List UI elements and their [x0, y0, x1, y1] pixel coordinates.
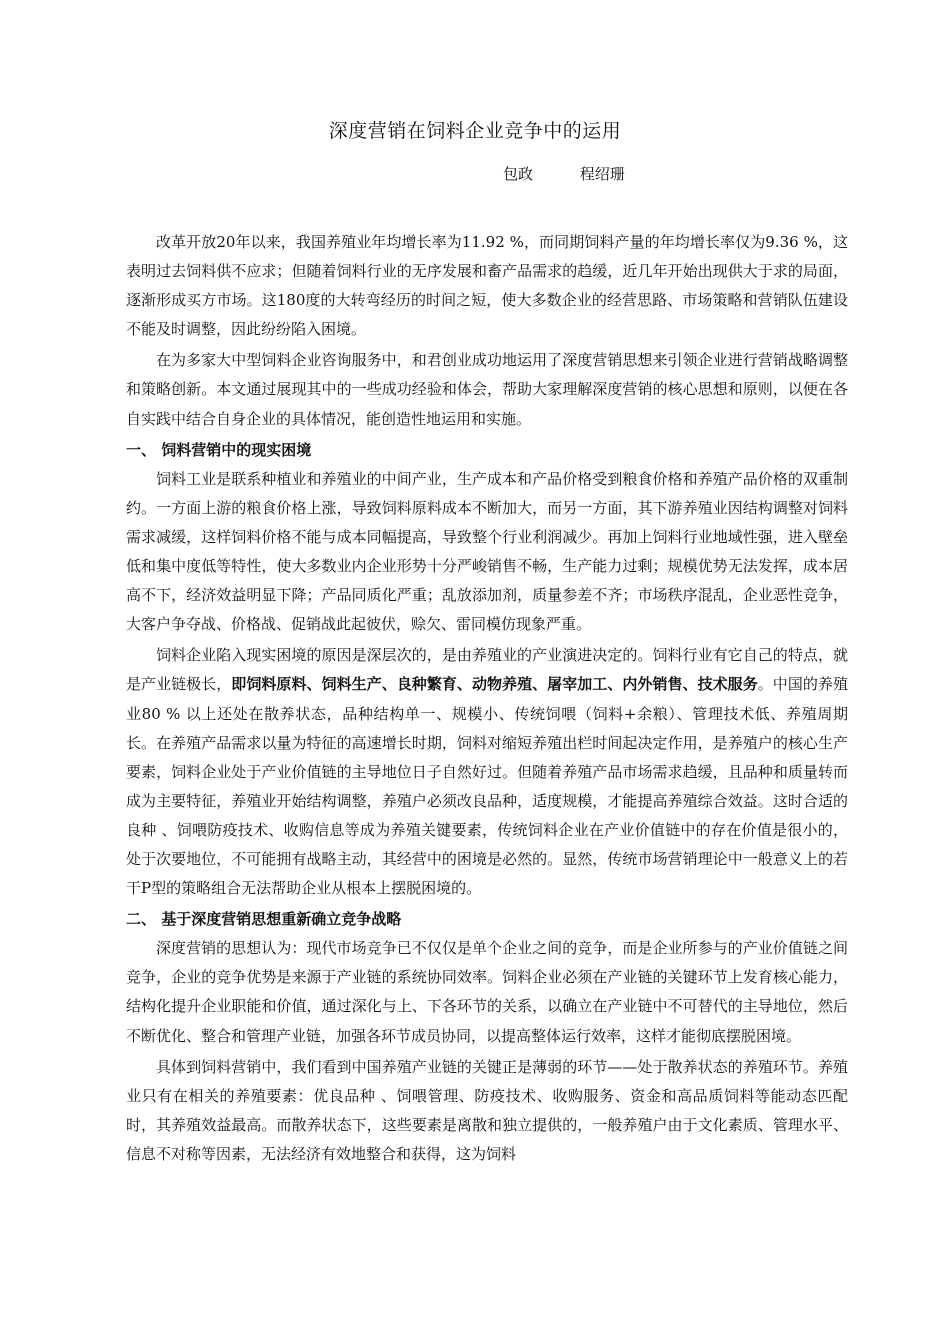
- body-paragraph: 饲料工业是联系种植业和养殖业的中间产业，生产成本和产品价格受到粮食价格和养殖产品价格的双重制约。一方面上游的粮食价格上涨，导致饲料原料成本不断加大，而另一方面，其下游养殖业因结构调整对饲料需求减缓，这样饲料价格不能与成本同幅提高，导致整个行业利润减少。再加上饲料行业地域性强，进入壁垒低和集中度低等特性，使大多数业内企业形势十分严峻销售不畅，生产能力过剩；规模优势无法发挥，成本居高不下，经济效益明显下降；产品同质化严重；乱放添加剂，质量参差不齐；市场秩序混乱，企业恶性竞争，大客户争夺战、价格战、促销战此起彼伏，赊欠、雷同模仿现象严重。: [126, 469, 848, 634]
- intro-paragraph: 在为多家大中型饲料企业咨询服务中，和君创业成功地运用了深度营销思想来引领企业进行营销战略调整和策略创新。本文通过展现其中的一些成功经验和体会，帮助大家理解深度营销的核心思想和原则，以便在各自实践中结合自身企业的具体情况，能创造性地运用和实施。: [126, 351, 848, 428]
- section-heading: 一、 饲料营销中的现实困境: [126, 440, 312, 459]
- author-name: 程绍珊: [579, 165, 625, 183]
- author-name: 包政: [503, 165, 534, 183]
- body-paragraph: [126, 641, 848, 903]
- paragraph-text: 饲料企业陷入现实困境的原因是深层次的，是由养殖业的产业演进决定的。饲料行业有它自己的特点，就是产业链极长，: [126, 646, 848, 694]
- body-paragraph: 具体到饲料营销中，我们看到中国养殖产业链的关键正是薄弱的环节——处于散养状态的养殖环节。养殖业只有在相关的养殖要素：优良品种 、饲喂管理、防疫技术、收购服务、资金和高品质饲料等能动态匹配时，其养殖效益最高。而散养状态下，这些要素是离散和独立提供的，一般养殖户由于文化素质、管理水平、信息不对称等因素，无法经济有效地整合和获得，这为饲料: [126, 1057, 848, 1163]
- body-paragraph: 深度营销的思想认为：现代市场竞争已不仅仅是单个企业之间的竞争，而是企业所参与的产业价值链之间竞争，企业的竞争优势是来源于产业链的系统协同效率。饲料企业必须在产业链的关键环节上发育核心能力，结构化提升企业职能和价值，通过深化与上、下各环节的关系，以确立在产业链中不可替代的主导地位，然后不断优化、整合和管理产业链，加强各环节成员协同，以提高整体运行效率，这样才能彻底摆脱困境。: [126, 939, 848, 1045]
- document-title: 深度营销在饲料企业竞争中的运用: [328, 120, 622, 142]
- section-heading: 二、 基于深度营销思想重新确立竞争战略: [126, 910, 402, 929]
- intro-paragraph: 改革开放20年以来，我国养殖业年均增长率为11.92 %，而同期饲料产量的年均增长率仅为9.36 %，这表明过去饲料供不应求；但随着饲料行业的无序发展和畜产品需求的趋缓，近几年开始出现供大于求的局面，逐渐形成买方市场。这180度的大转弯经历的时间之短，使大多数企业的经营思路、市场策略和营销队伍建设不能及时调整，因此纷纷陷入困境。: [126, 233, 848, 339]
- author-line: [503, 163, 625, 184]
- bold-phrase: 即饲料原料、饲料生产、良种繁育、动物养殖、屠宰加工、内外销售、技术服务: [231, 675, 758, 694]
- paragraph-text: 。中国的养殖业80 % 以上还处在散养状态，品种结构单一、规模小、传统饲喂（饲料+余粮）、管理技术低、养殖周期长。在养殖产品需求以量为特征的高速增长时期，饲料对缩短养殖出栏时间起决定作用，是养殖户的核心生产要素，饲料企业处于产业价值链的主导地位日子自然好过。但随着养殖产品市场需求趋缓，且品种和质量转而成为主要特征，养殖业开始结构调整，养殖户必须改良品种，适度规模，才能提高养殖综合效益。这时合适的良种 、饲喂防疫技术、收购信息等成为养殖关键要素，传统饲料企业在产业价值链中的存在价值是很小的，处于次要地位，不可能拥有战略主动，其经营中的困境是必然的。显然，传统市场营销理论中一般意义上的若干P型的策略组合无法帮助企业从根本上摆脱困境的。: [126, 675, 848, 898]
- document-body: [126, 228, 848, 1171]
